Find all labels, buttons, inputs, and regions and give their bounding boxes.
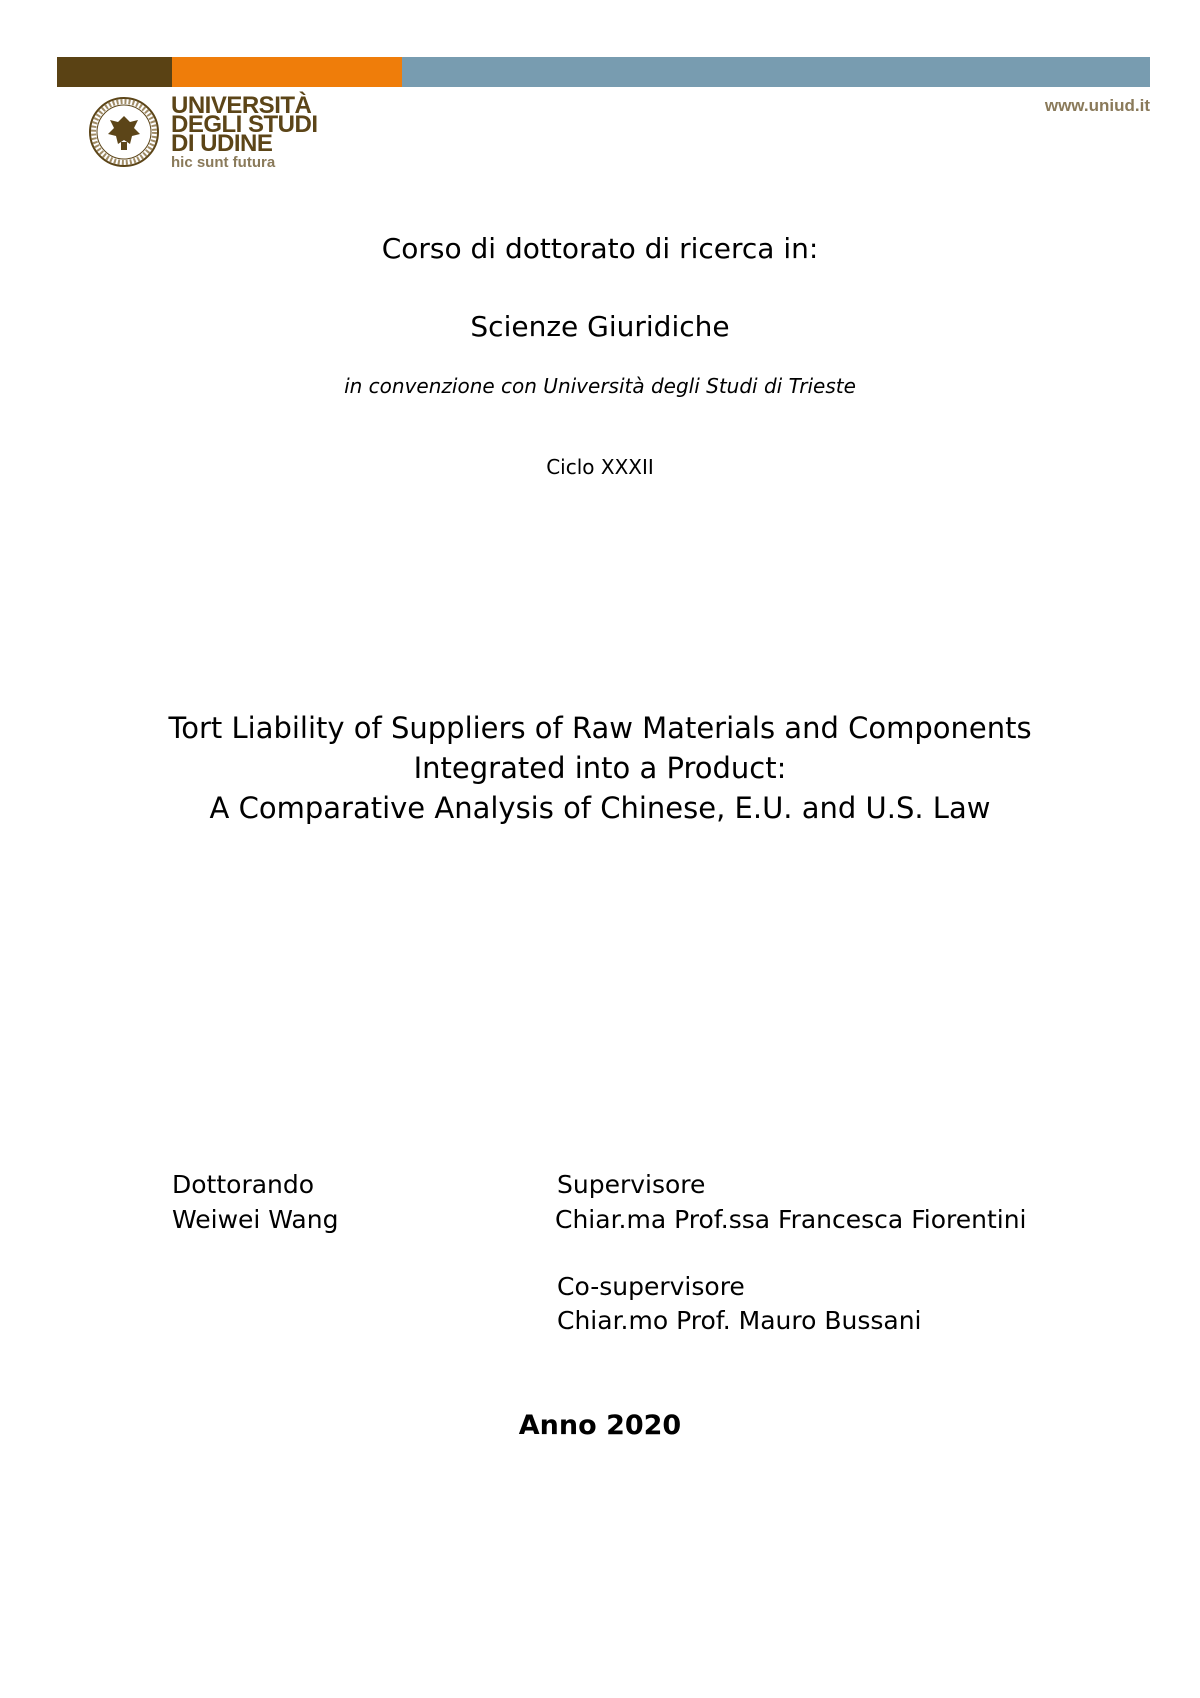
logo-motto: hic sunt futura: [171, 154, 276, 171]
thesis-title-line-3: A Comparative Analysis of Chinese, E.U. and U.S. Law: [209, 791, 991, 825]
university-seal-icon: [88, 96, 160, 168]
cosupervisor-name: Chiar.mo Prof. Mauro Bussani: [557, 1306, 922, 1335]
logo-line-2: DEGLI STUDI: [171, 111, 318, 138]
logo-line-1: UNIVERSITÀ: [171, 92, 312, 119]
header-bar-blue: [402, 57, 1150, 87]
supervisor-name: Chiar.ma Prof.ssa Francesca Fiorentini: [555, 1205, 1027, 1234]
cosupervisor-label: Co-supervisore: [557, 1272, 745, 1301]
header-bar-orange: [172, 57, 402, 87]
thesis-title: [0, 708, 1200, 828]
supervisor-label: Supervisore: [557, 1170, 706, 1199]
course-heading: Corso di dottorato di ricerca in:: [381, 232, 819, 265]
logo-line-3: DI UDINE: [171, 130, 273, 157]
course-field: Scienze Giuridiche: [470, 310, 730, 343]
website-link[interactable]: www.uniud.it: [1044, 96, 1150, 115]
candidate-name: Weiwei Wang: [172, 1205, 339, 1234]
course-convention: in convenzione con Università degli Studi di Trieste: [344, 374, 856, 398]
academic-year: Anno 2020: [518, 1410, 682, 1441]
candidate-label: Dottorando: [172, 1170, 315, 1199]
thesis-title-line-1: Tort Liability of Suppliers of Raw Materials and Components: [168, 711, 1032, 745]
course-cycle: Ciclo XXXII: [546, 455, 654, 479]
university-logo: [171, 92, 318, 172]
thesis-title-line-2: Integrated into a Product:: [413, 751, 787, 785]
header-bar-dark: [57, 57, 172, 87]
